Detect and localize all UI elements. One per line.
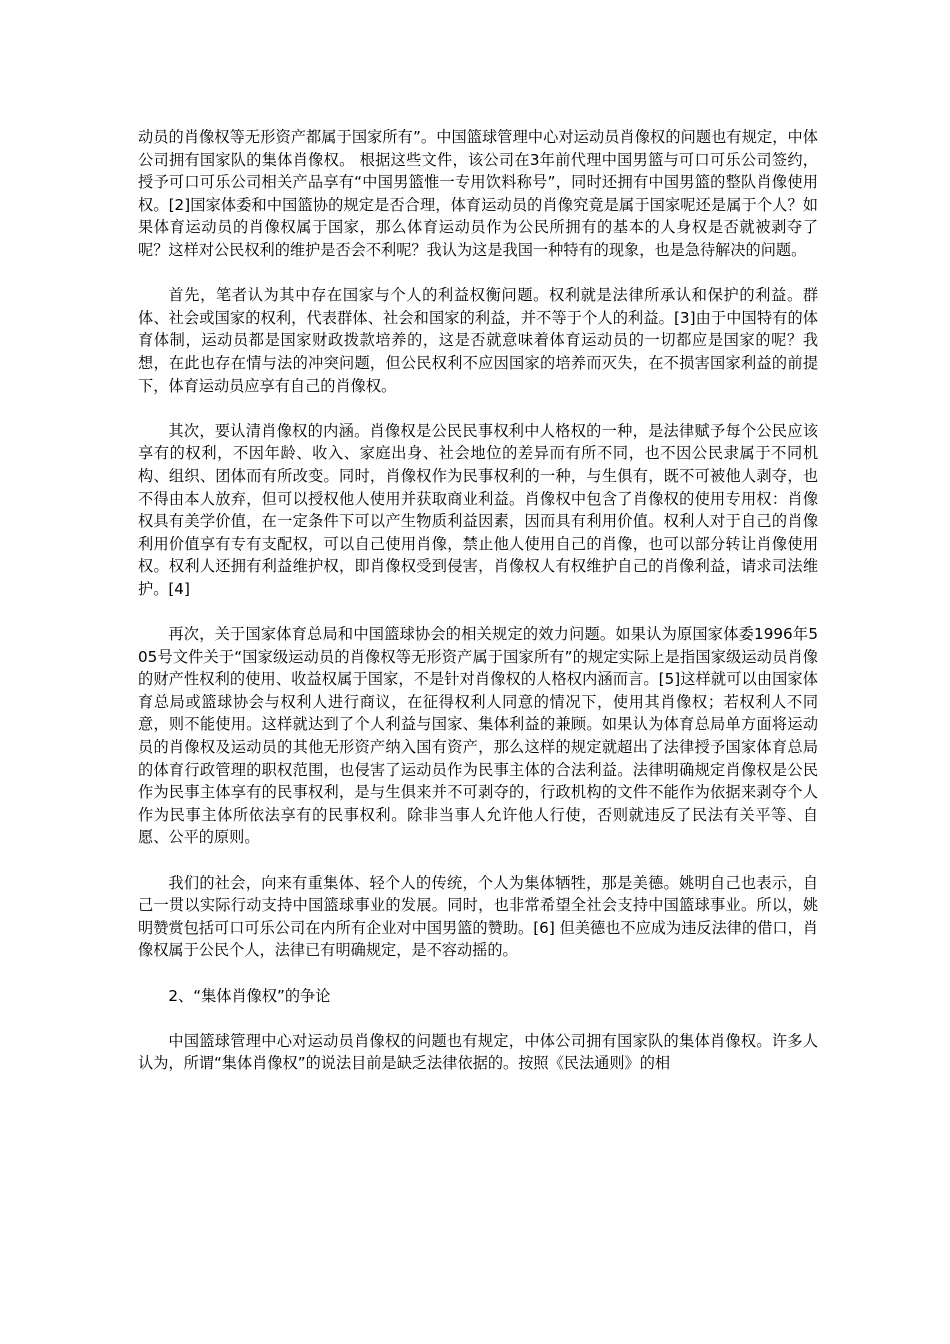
paragraph-interest-balance: 首先，笔者认为其中存在国家与个人的利益权衡问题。权利就是法律所承认和保护的利益。群体、社会或国家的权利，代表群体、社会和国家的利益，并不等于个人的利益。[3]由于中国特有的体育体制，运动员都是国家财政拨款培养的，这是否就意味着体育运动员的一切都应是国家的呢？我想，在此也存在情与法的冲突问题，但公民权利不应因国家的培养而灭失，在不损害国家利益的前提下，体育运动员应享有自己的肖像权。	[138, 286, 818, 395]
document-page	[138, 126, 818, 1098]
paragraph-social-tradition: 我们的社会，向来有重集体、轻个人的传统，个人为集体牺牲，那是美德。姚明自己也表示，自己一贯以实际行动支持中国篮球事业的发展。同时，也非常希望全社会支持中国篮球事业。所以，姚明赞赏包括可口可乐公司在内所有企业对中国男篮的赞助。[6] 但美德也不应成为违反法律的借口，肖像权属于公民个人，法律已有明确规定，是不容动摇的。	[138, 873, 818, 960]
paragraph-portrait-right-meaning: 其次，要认清肖像权的内涵。肖像权是公民民事权利中人格权的一种，是法律赋予每个公民应该享有的权利，不因年龄、收入、家庭出身、社会地位的差异而有所不同，也不因公民隶属于不同机构、组织、团体而有所改变。同时，肖像权作为民事权利的一种，与生俱有，既不可被他人剥夺，也不得由本人放弃，但可以授权他人使用并获取商业利益。肖像权中包含了肖像权的使用专用权：肖像权具有美学价值，在一定条件下可以产生物质利益因素，因而具有利用价值。权利人对于自己的肖像利用价值享有专有支配权，可以自己使用肖像，禁止他人使用自己的肖像，也可以部分转让肖像使用权。权利人还拥有利益维护权，即肖像权受到侵害，肖像权人有权维护自己的肖像利益，请求司法维护。[4]	[138, 421, 818, 598]
paragraph-collective-portrait-right: 中国篮球管理中心对运动员肖像权的问题也有规定，中体公司拥有国家队的集体肖像权。许多人认为，所谓“集体肖像权”的说法目前是缺乏法律依据的。按照《民法通则》的相	[138, 1031, 818, 1073]
section-heading: 2、“集体肖像权”的争论	[168, 986, 331, 1005]
paragraph-regulation-validity: 再次，关于国家体育总局和中国篮球协会的相关规定的效力问题。如果认为原国家体委1996年505号文件关于“国家级运动员的肖像权等无形资产属于国家所有”的规定实际上是指国家级运动员肖像的财产性权利的使用、收益权属于国家，不是针对肖像权的人格权内涵而言。[5]这样就可以由国家体育总局或篮球协会与权利人进行商议，在征得权利人同意的情况下，使用其肖像权；若权利人不同意，则不能使用。这样就达到了个人利益与国家、集体利益的兼顾。如果认为体育总局单方面将运动员的肖像权及运动员的其他无形资产纳入国有资产，那么这样的规定就超出了法律授予国家体育总局的体育行政管理的职权范围，也侵害了运动员作为民事主体的合法利益。法律明确规定肖像权是公民作为民事主体享有的民事权利，是与生俱来并不可剥夺的，行政机构的文件不能作为依据来剥夺个人作为民事主体所依法享有的民事权利。除非当事人允许他人行使，否则就违反了民法有关平等、自愿、公平的原则。	[138, 625, 818, 847]
paragraph-continuation: 动员的肖像权等无形资产都属于国家所有”。中国篮球管理中心对运动员肖像权的问题也有规定，中体公司拥有国家队的集体肖像权。 根据这些文件，该公司在3年前代理中国男篮与可口可乐公司签约，授予可口可乐公司相关产品享有“中国男篮惟一专用饮料称号”，同时还拥有中国男篮的整队肖像使用权。[2]国家体委和中国篮协的规定是否合理，体育运动员的肖像究竟是属于国家呢还是属于个人？如果体育运动员的肖像权属于国家，那么体育运动员作为公民所拥有的基本的人身权是否就被剥夺了呢？这样对公民权利的维护是否会不利呢？我认为这是我国一种特有的现象，也是急待解决的问题。	[138, 128, 818, 259]
